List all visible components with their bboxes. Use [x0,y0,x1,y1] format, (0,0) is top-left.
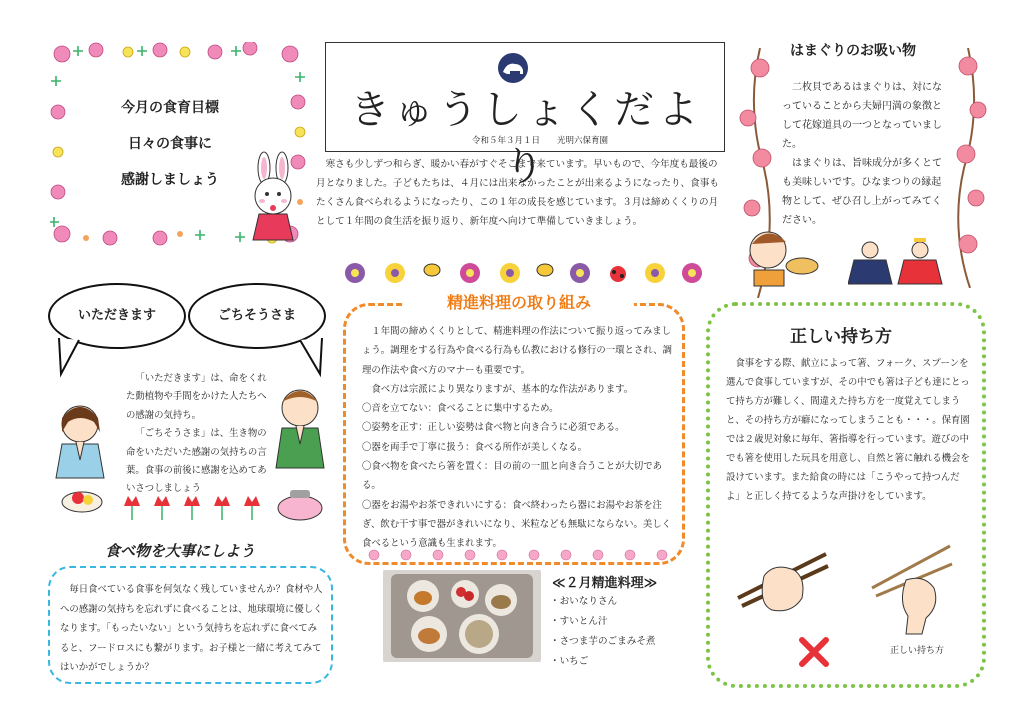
hamaguri-para-2: はまぐりは、旨味成分が多くとても美味しいです。ひなまつりの縁起物として、ぜひ召し上がってみてください。 [782,158,942,226]
girl-praying-icon [50,400,110,480]
sakura-row-icon [366,546,686,564]
goal-line-3: 感謝しましょう [121,172,219,188]
itadakimasu-label: いただきます [77,308,156,323]
thanks-para-1: 「いただきます」は、命をくれた動植物や手間をかけた人たちへの感謝の気持ち。 [126,373,267,421]
hamaguri-title: はまぐりのお吸い物 [790,43,916,59]
hina-dolls-icon [848,238,948,286]
menu-item: ・さつま芋のごまみそ煮 [550,636,656,647]
shojin-rule-5: 〇器をお湯やお茶できれいにする：食べ終わったら器にお湯やお茶を注ぎ、飲む干す事で器がきれいになり、米粒なども無駄にならない。美しく食べるという意識も生まれます。 [362,499,672,550]
shojin-text [362,322,674,554]
goal-text [90,90,250,198]
child-eating-icon [744,226,824,288]
shojin-rule-2: 〇姿勢を正す：正しい姿勢は食べ物と向き合うに必須である。 [362,422,625,434]
hamaguri-text [782,78,942,230]
chopsticks-title: 正しい持ち方 [790,327,892,347]
goal-line-2: 日々の食事に [128,136,212,152]
food-text: 毎日食べている食事を何気なく残していませんか？食材や人への感謝の気持ちを忘れずに食べることは、地球環境に優しくなります。「もったいない」という気持ちを忘れずに食べてみると、フードロスにも繋がります。お子様と一緒に考えてみてはいかがでしょうか？ [60,584,323,673]
chopsticks-text: 食事をする際、献立によって箸、フォーク、スプーンを選んで食事していますが、その中でも箸は子ども達にとって持ち方が難しく、間違えた持ち方を一度覚えてしまうと、その持ち方が癖になってしまうことも・・・。保育園では２歳児対象に毎年、箸指導を行っています。遊びの中でも箸を使用した玩具を用意し、自然と箸に触れる機会を設けています。また給食の時には「こうやって持つんだよ」と正しく持てるような声掛けをしています。 [726,358,970,502]
shojin-rule-3: 〇器を両手で丁寧に扱う：食べる所作が美しくなる。 [362,441,588,453]
rabbit-icon [242,150,306,250]
correct-grip-label: 正しい持ち方 [890,646,945,656]
shojin-para-1: １年間の締めくくりとして、精進料理の作法について振り返ってみましょう。調理をする行為や食べる行為も仏教における修行の一環とされ、調理の作法や食べ方のマナーも重要です。 [362,326,672,376]
tulip-row-icon [58,484,328,526]
menu-item: ・いちご [550,656,589,667]
shojin-para-2: 食べ方は宗派により異なりますが、基本的な作法があります。 [371,383,634,395]
shojin-rule-4: 〇食べ物を食べたら箸を置く：目の前の一皿と向き合うことが大切である。 [362,461,663,492]
meal-photo [383,570,541,662]
plum-branch-right-icon [950,48,990,288]
menu-item: ・すいとん汁 [550,616,608,627]
menu-title: ≪２月精進料理≫ [552,576,658,591]
issue-info: 令和５年３月１日 光明六保育園 [471,136,608,146]
boy-praying-icon [270,384,330,470]
menu-item: ・おいなりさん [550,596,618,607]
newsletter-title: きゅうしょくだより [350,87,702,190]
bubble-tail-icon [55,338,85,378]
bubble-tail-icon [296,338,326,378]
goal-line-1: 今月の食育目標 [121,100,219,116]
gochisousama-label: ごちそうさま [217,308,296,323]
thanks-text [126,370,268,499]
flower-divider-icon [340,258,710,288]
thanks-para-2: 「ごちそうさま」は、生き物の命をいただいた感謝の気持ちの言葉。食事の前後に感謝を込めてあいさつしましょう [126,428,267,495]
shojin-title: 精進料理の取り組み [404,290,634,313]
intro-paragraph: 寒さも少しずつ和らぎ、暖かい春がすぐそこまで来ています。早いもので、今年度も最後の月となりました。子どもたちは、４月には出来なかったことが出来るようになったり、食事もたくさん食べられるようになったり、この１年の成長を感じています。３月は締めくくりの月として１年間の食生活を振り返り、新年度へ向けて準備していきましょう。 [316,159,719,227]
food-title: 食べ物を大事にしよう [105,542,256,560]
correct-grip-icon [866,540,956,636]
hamaguri-para-1: 二枚貝であるはまぐりは、対になっていることから夫婦円満の象徴として花嫁道具の一つとなっていました。 [782,82,942,150]
wrong-grip-icon [734,546,834,618]
shojin-rule-1: 〇音を立てない：食べることに集中するため。 [362,403,559,415]
wrong-mark-icon [798,636,830,668]
menu-list [550,592,700,672]
meal-photo-image [383,570,541,662]
